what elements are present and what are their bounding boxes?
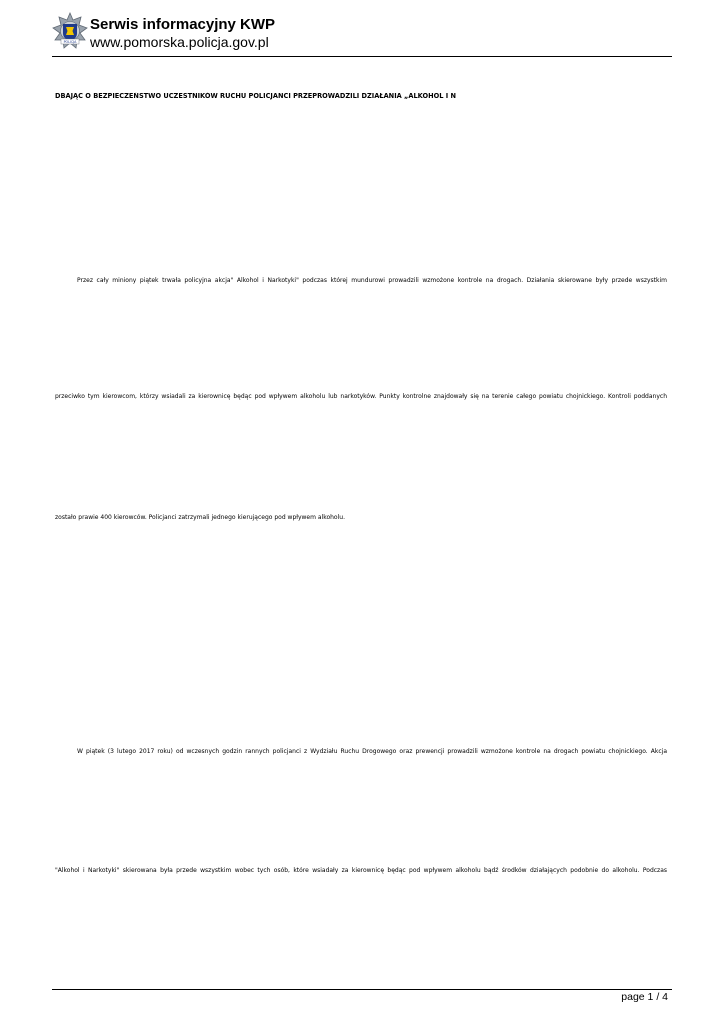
article-headline: DBAJĄC O BEZPIECZEŃSTWO UCZESTNIKÓW RUCHU POLICJANCI PRZEPROWADZILI DZIAŁANIA „ALKOHOL I N — [55, 92, 456, 100]
article-line: przeciwko tym kierowcom, którzy wsiadali za kierownicę będąc pod wpływem alkoholu lub narkotyków. Punkty kontrolne znajdowały się na terenie całego powiatu chojnickiego. Kontroli poddanych — [55, 393, 667, 400]
article-line: Przez cały miniony piątek trwała policyjna akcja" Alkohol i Narkotyki" podczas której mundurowi prowadzili wzmożone kontrole na drogach. Działania skierowane były przede wszystkim — [77, 277, 667, 284]
article-line: "Alkohol i Narkotyki" skierowana była przede wszystkim wobec tych osób, które wsiadały za kierownicę będąc pod wpływem alkoholu bądź środków działających podobnie do alkoholu. Podczas — [55, 867, 667, 874]
article-line: zostało prawie 400 kierowców. Policjanci zatrzymali jednego kierującego pod wpływem alkoholu. — [55, 514, 345, 521]
header-divider — [52, 56, 672, 57]
site-title: Serwis informacyjny KWP — [90, 16, 276, 33]
svg-text:POLICJA: POLICJA — [63, 40, 77, 44]
page-current: 1 — [647, 991, 654, 1003]
police-star-badge-icon — [52, 12, 88, 52]
page-label: page — [621, 991, 645, 1003]
footer-divider — [52, 989, 672, 990]
article-line: W piątek (3 lutego 2017 roku) od wczesnych godzin rannych policjanci z Wydziału Ruchu Drogowego oraz prewencji prowadzili wzmożone kontrole na drogach powiatu chojnickiego. Akcja — [77, 748, 667, 755]
page-separator: / — [656, 991, 660, 1003]
document-header — [52, 12, 672, 58]
site-url: www.pomorska.policja.gov.pl — [90, 34, 269, 50]
page-total: 4 — [662, 991, 668, 1003]
page-number — [621, 991, 668, 1003]
